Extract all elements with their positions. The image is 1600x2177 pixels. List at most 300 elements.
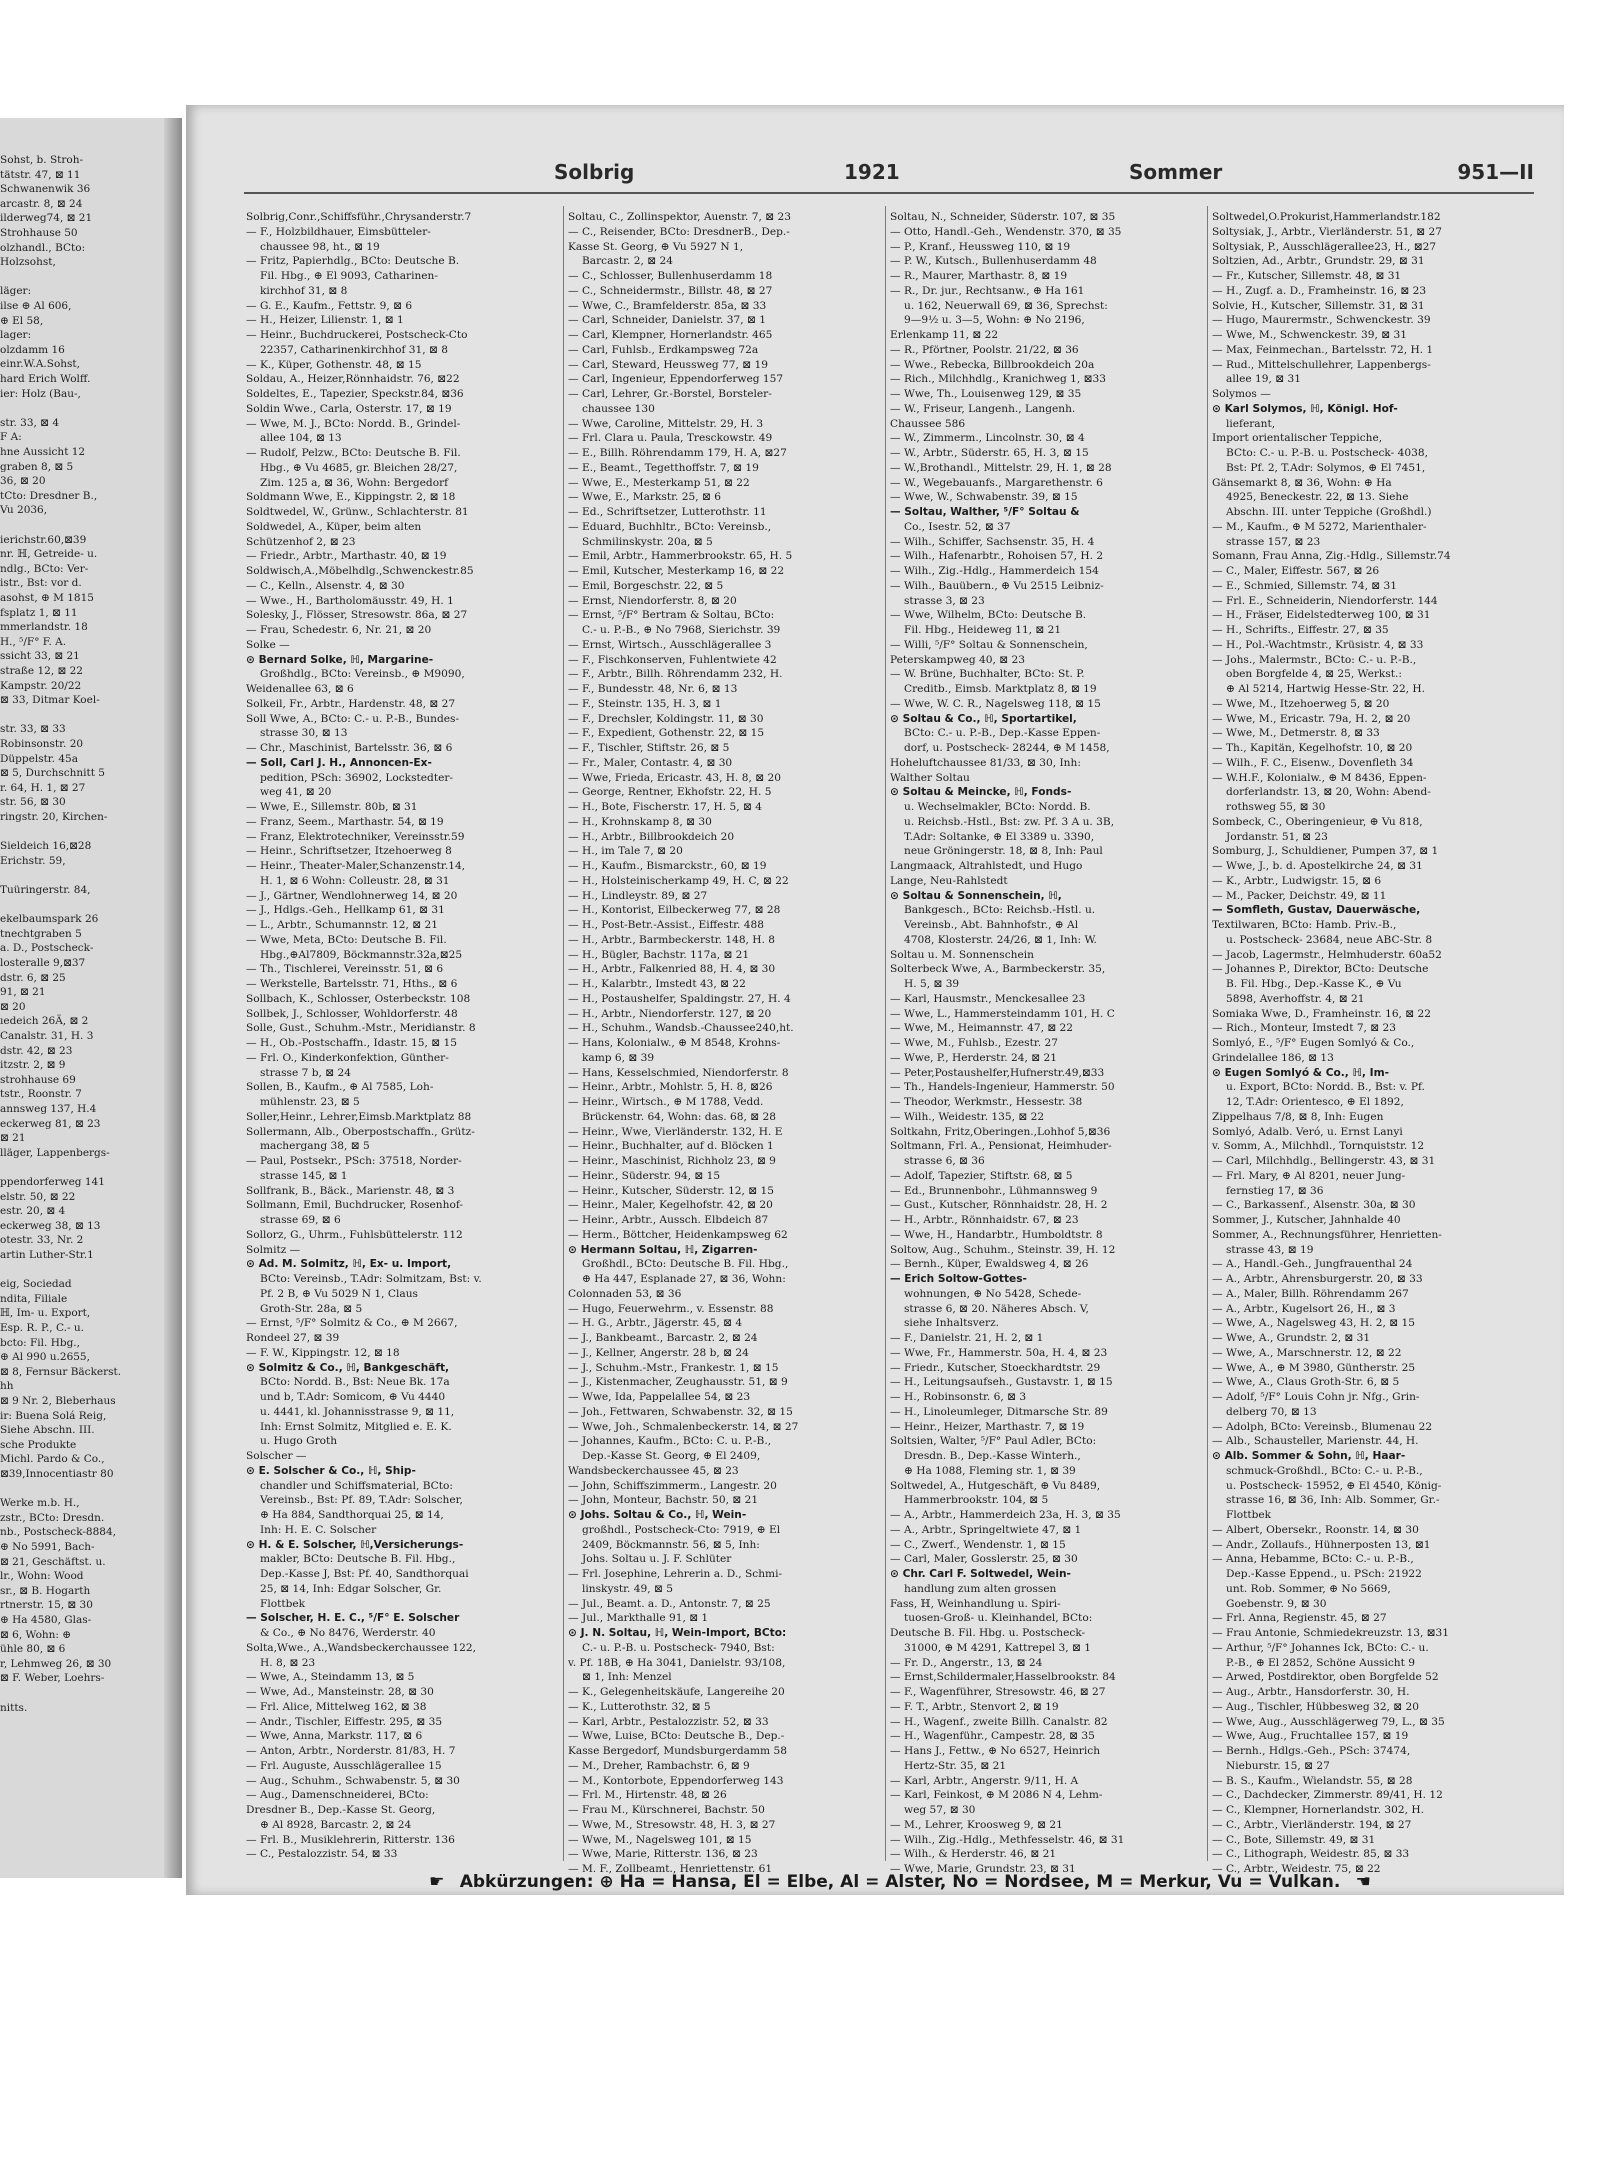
directory-entry-line: ⊙ Johs. Soltau & Co., ℍ, Wein-: [568, 1509, 747, 1521]
directory-entry-line: — Heinr., Arbtr., Mohlstr. 5, H. 8, ⊠26: [568, 1081, 773, 1094]
directory-entry-line: ⊕ Ha 447, Esplanade 27, ⊠ 36, Wohn:: [582, 1273, 786, 1285]
directory-entry-line: — Wwe, W. C. R., Nagelsweg 118, ⊠ 15: [890, 697, 1101, 710]
directory-entry-line: — Ernst, Wirtsch., Ausschlägerallee 3: [568, 638, 772, 651]
directory-entry-line: Textilwaren, BCto: Hamb. Priv.-B.,: [1212, 919, 1397, 931]
fragment-line: Holzsohst,: [0, 256, 56, 269]
directory-entry-line: — Wwe, L., Hammersteindamm 101, H. C: [890, 1007, 1115, 1020]
directory-entry-line: wohnungen, ⊕ No 5428, Schede-: [904, 1287, 1082, 1300]
directory-entry-line: — H., Krohnskamp 8, ⊠ 30: [568, 815, 712, 828]
directory-entry-line: ⊙ Alb. Sommer & Sohn, ℍ, Haar-: [1212, 1450, 1406, 1462]
directory-entry-line: — W., Zimmerm., Lincolnstr. 30, ⊠ 4: [890, 432, 1085, 445]
directory-entry-line: — Carl, Lehrer, Gr.-Borstel, Borsteler-: [568, 388, 772, 400]
directory-entry-line: — Somfleth, Gustav, Dauerwäsche,: [1212, 904, 1421, 917]
directory-entry-line: — Heinr., Arbtr., Aussch. Elbdeich 87: [568, 1214, 769, 1226]
directory-entry-line: — M., Kontorbote, Eppendorferweg 143: [568, 1774, 784, 1787]
directory-entry-line: tuosen-Groß- u. Kleinhandel, BCto:: [904, 1612, 1093, 1625]
directory-entry-line: — Frau M., Kürschnerei, Bachstr. 50: [568, 1804, 765, 1816]
directory-entry-line: Solymos —: [1212, 388, 1271, 400]
directory-entry-line: Solesky, J., Flösser, Stresowstr. 86a, ⊠ 27: [246, 609, 468, 622]
directory-entry-line: — H., Postaushelfer, Spaldingstr. 27, H. 4: [568, 992, 791, 1005]
fragment-line: olzhandl., BCto:: [0, 241, 86, 254]
directory-entry-line: Langmaack, Altrahlstedt, und Hugo: [890, 860, 1083, 872]
fragment-line: läger:: [0, 285, 32, 298]
directory-entry-line: — Ed., Schriftsetzer, Lutterothstr. 11: [568, 506, 767, 518]
directory-entry-line: chandler und Schiffsmaterial, BCto:: [260, 1479, 453, 1492]
directory-entry-line: Großhdl., BCto: Deutsche B. Fil. Hbg.,: [582, 1258, 789, 1271]
directory-entry-line: strasse 6, ⊠ 20. Näheres Absch. V,: [904, 1302, 1089, 1315]
directory-entry-line: Soltzien, Ad., Arbtr., Grundstr. 29, ⊠ 31: [1212, 255, 1425, 268]
directory-entry-line: Barcastr. 2, ⊠ 24: [582, 255, 673, 268]
fragment-line: ühle 80, ⊠ 6: [0, 1643, 66, 1656]
directory-entry-line: — J., Kistenmacher, Zeughausstr. 51, ⊠ 9: [568, 1376, 788, 1389]
directory-entry-line: Soldwedel, A., Küper, beim alten: [246, 520, 422, 533]
directory-entry-line: — M., Packer, Deichstr. 49, ⊠ 11: [1212, 889, 1387, 902]
directory-entry-line: — Gust., Kutscher, Rönnhaidstr. 28, H. 2: [890, 1199, 1108, 1212]
directory-entry-line: — Rudolf, Pelzw., BCto: Deutsche B. Fil.: [246, 447, 461, 459]
directory-entry-line: — Frl. Anna, Regienstr. 45, ⊠ 27: [1212, 1612, 1387, 1625]
directory-entry-line: — Wilh., Hafenarbtr., Rohoisen 57, H. 2: [890, 550, 1104, 563]
directory-entry-line: — Andr., Tischler, Eiffestr. 295, ⊠ 35: [246, 1715, 443, 1728]
directory-entry-line: — Frl. Clara u. Paula, Tresckowstr. 49: [568, 432, 773, 445]
directory-entry-line: Soltow, Aug., Schuhm., Steinstr. 39, H. 12: [890, 1243, 1116, 1256]
directory-entry-line: — Carl, Ingenieur, Eppendorferweg 157: [568, 373, 784, 386]
directory-entry-line: Co., Isestr. 52, ⊠ 37: [904, 520, 1011, 533]
fragment-line: lr., Wohn: Wood: [0, 1570, 84, 1583]
directory-entry-line: — Rich., Milchhdlg., Kranichweg 1, ⊠33: [890, 373, 1107, 386]
directory-entry-line: u. Reichsb.-Hstl., Bst: zw. Pf. 3 A u. 3B,: [904, 815, 1115, 828]
directory-entry-line: — R., Pförtner, Poolstr. 21/22, ⊠ 36: [890, 343, 1079, 356]
directory-entry-line: — Wwe, Marie, Ritterstr. 136, ⊠ 23: [568, 1848, 758, 1861]
fragment-line: Canalstr. 31, H. 3: [0, 1030, 94, 1042]
directory-entry-line: Weidenallee 63, ⊠ 6: [246, 683, 354, 695]
directory-entry-line: — H., Post-Betr.-Assist., Eiffestr. 488: [568, 919, 764, 931]
directory-entry-line: Soltwedel,O.Prokurist,Hammerlandstr.182: [1212, 211, 1441, 223]
directory-entry-line: 9—9½ u. 3—5, Wohn: ⊕ No 2196,: [904, 314, 1085, 327]
fragment-line: eckerweg 38, ⊠ 13: [0, 1219, 101, 1232]
directory-entry-line: — K., Arbtr., Ludwigstr. 15, ⊠ 6: [1212, 874, 1382, 887]
directory-entry-line: — H., Leitungsaufseh., Gustavstr. 1, ⊠ 15: [890, 1376, 1113, 1389]
directory-entry-line: oben Borgfelde 4, ⊠ 25, Werkst.:: [1226, 668, 1402, 681]
directory-entry-line: B. Fil. Hbg., Dep.-Kasse K., ⊕ Vu: [1226, 978, 1402, 990]
directory-entry-line: — Hans, Kesselschmied, Niendorferstr. 8: [568, 1066, 789, 1079]
fragment-line: mmerlandstr. 18: [0, 621, 88, 634]
directory-entry-line: Inh: H. E. C. Solscher: [260, 1523, 377, 1536]
directory-entry-line: — Peter,Postaushelfer,Hufnerstr.49,⊠33: [890, 1066, 1105, 1079]
directory-entry-line: — Emil, Kutscher, Mesterkamp 16, ⊠ 22: [568, 565, 785, 577]
directory-entry-line: strasse 69, ⊠ 6: [260, 1214, 341, 1226]
directory-entry-line: — A., Arbtr., Kugelsort 26, H., ⊠ 3: [1212, 1302, 1396, 1315]
directory-entry-line: — Theodor, Werkmstr., Hessestr. 38: [890, 1096, 1083, 1108]
directory-entry-line: — Heinr., Wwe, Vierländerstr. 132, H. E: [568, 1125, 783, 1138]
directory-entry-line: — H., Bügler, Bachstr. 117a, ⊠ 21: [568, 948, 750, 961]
directory-entry-line: — Fritz, Papierhdlg., BCto: Deutsche B.: [246, 255, 460, 268]
directory-entry-line: — J., Bankbeamt., Barcastr. 2, ⊠ 24: [568, 1332, 758, 1344]
directory-entry-line: Hertz-Str. 35, ⊠ 21: [904, 1759, 1007, 1772]
fragment-line: ⊕ Al 990 u.2655,: [0, 1351, 90, 1364]
directory-entry-line: — Emil, Borgeschstr. 22, ⊠ 5: [568, 579, 724, 592]
directory-entry-line: Hoheluftchaussee 81/33, ⊠ 30, Inh:: [890, 756, 1081, 769]
directory-entry-line: ⊙ H. & E. Solscher, ℍ,Versicherungs-: [246, 1538, 464, 1551]
directory-entry-line: — Wwe, Fr., Hammerstr. 50a, H. 4, ⊠ 23: [890, 1346, 1108, 1359]
directory-entry-line: — C., Klempner, Hornerlandstr. 302, H.: [1212, 1804, 1424, 1816]
directory-entry-line: — Jacob, Lagermstr., Helmhuderstr. 60a52: [1212, 948, 1442, 961]
directory-entry-line: v. Somm, A., Milchhdl., Tornquiststr. 12: [1212, 1140, 1425, 1153]
directory-entry-line: — Joh., Fettwaren, Schwabenstr. 32, ⊠ 15: [568, 1405, 793, 1418]
directory-entry-line: Schützenhof 2, ⊠ 23: [246, 535, 356, 548]
directory-entry-line: — Aug., Tischler, Hübbesweg 32, ⊠ 20: [1212, 1700, 1420, 1713]
fragment-line: graben 8, ⊠ 5: [0, 460, 74, 473]
directory-entry-line: Soltkahn, Fritz,Oberingen.,Lohhof 5,⊠36: [890, 1125, 1111, 1138]
fragment-line: a. D., Postscheck-: [0, 942, 94, 955]
directory-entry-line: — F. T., Arbtr., Stenvort 2, ⊠ 19: [890, 1700, 1059, 1713]
directory-entry-line: — Adolf, Tapezier, Stiftstr. 68, ⊠ 5: [890, 1169, 1073, 1182]
fragment-line: nr. ℍ, Getreide- u.: [0, 548, 98, 561]
directory-entry-line: strasse 30, ⊠ 13: [260, 727, 348, 740]
directory-entry-line: — Johs., Malermstr., BCto: C.- u. P.-B.,: [1212, 653, 1417, 666]
directory-entry-line: — C., Arbtr., Vierländerstr. 194, ⊠ 27: [1212, 1818, 1412, 1831]
column-divider: [885, 206, 886, 1861]
directory-entry-line: neue Gröningerstr. 18, ⊠ 8, Inh: Paul: [904, 845, 1103, 858]
directory-entry-line: — C., Schneidermstr., Billstr. 48, ⊠ 27: [568, 284, 773, 297]
directory-entry-line: — F., Drechsler, Koldingstr. 11, ⊠ 30: [568, 712, 764, 725]
directory-entry-line: Solmitz —: [246, 1243, 301, 1256]
fragment-line: ⊠ 20: [0, 1000, 26, 1013]
directory-column-4: [1212, 210, 1532, 1875]
fragment-line: nb., Postscheck-8884,: [0, 1526, 116, 1539]
fragment-line: H., ⁵/F° F. A.: [0, 635, 67, 648]
directory-entry-line: — Carl, Schneider, Danielstr. 37, ⊠ 1: [568, 314, 766, 327]
directory-entry-line: — Otto, Handl.-Geh., Wendenstr. 370, ⊠ 35: [890, 225, 1122, 238]
directory-entry-line: — Herm., Böttcher, Heidenkampsweg 62: [568, 1228, 788, 1241]
directory-entry-line: — Wwe, Aug., Ausschlägerweg 79, L., ⊠ 35: [1212, 1715, 1445, 1728]
directory-entry-line: u. Export, BCto: Nordd. B., Bst: v. Pf.: [1226, 1081, 1425, 1094]
directory-entry-line: Rondeel 27, ⊠ 39: [246, 1332, 340, 1344]
fragment-line: ekelbaumspark 26: [0, 913, 99, 926]
directory-entry-line: — A., Arbtr., Hammerdeich 23a, H. 3, ⊠ 35: [890, 1509, 1121, 1521]
directory-entry-line: — Johannes P., Direktor, BCto: Deutsche: [1212, 963, 1429, 976]
directory-entry-line: pedition, PSch: 36902, Lockstedter-: [260, 771, 453, 784]
directory-entry-line: — H., Holsteinischerkamp 49, H. C, ⊠ 22: [568, 874, 789, 887]
directory-entry-line: ⊙ Chr. Carl F. Soltwedel, Wein-: [890, 1568, 1071, 1580]
fragment-line: ilse ⊕ Al 606,: [0, 300, 72, 312]
directory-entry-line: — Carl, Steward, Heussweg 77, ⊠ 19: [568, 358, 768, 371]
directory-entry-line: Peterskampweg 40, ⊠ 23: [890, 653, 1025, 666]
fragment-line: ⊠39,Innocentiastr 80: [0, 1468, 114, 1480]
directory-entry-line: — Heinr., Theater-Maler,Schanzenstr.14,: [246, 860, 466, 872]
fragment-line: fsplatz 1, ⊠ 11: [0, 606, 78, 619]
directory-entry-line: — M., Lehrer, Kroosweg 9, ⊠ 21: [890, 1818, 1063, 1831]
directory-entry-line: Flottbek: [1226, 1509, 1272, 1521]
directory-entry-line: Sollorz, G., Uhrm., Fuhlsbüttelerstr. 112: [246, 1228, 463, 1241]
directory-entry-line: — W., Friseur, Langenh., Langenh.: [890, 402, 1076, 415]
directory-entry-line: — Andr., Zollaufs., Hühnerposten 13, ⊠1: [1212, 1538, 1431, 1551]
directory-entry-line: Vereinsb., Abt. Bahnhofstr., ⊕ Al: [904, 919, 1079, 931]
fragment-line: Sieldeich 16,⊠28: [0, 840, 92, 853]
directory-entry-line: — A., Arbtr., Springeltwiete 47, ⊠ 1: [890, 1523, 1082, 1536]
directory-entry-line: Flottbek: [260, 1597, 306, 1610]
directory-entry-line: — Wwe, A., Grundstr. 2, ⊠ 31: [1212, 1332, 1371, 1344]
directory-entry-line: strasse 6, ⊠ 36: [904, 1155, 985, 1167]
directory-entry-line: — Heinr., Buchdruckerei, Postscheck-Cto: [246, 329, 468, 341]
directory-entry-line: Bankgesch., BCto: Reichsb.-Hstl. u.: [904, 904, 1096, 917]
directory-entry-line: Hbg.,⊕Al7809, Böckmannstr.32a,⊠25: [260, 948, 463, 961]
directory-entry-line: Solscher —: [246, 1450, 307, 1462]
directory-entry-line: — W.H.F., Kolonialw., ⊕ M 8436, Eppen-: [1212, 771, 1427, 784]
directory-entry-line: Sombeck, C., Oberingenieur, ⊕ Vu 818,: [1212, 815, 1423, 828]
directory-entry-line: — Ernst, ⁵/F° Solmitz & Co., ⊕ M 2667,: [246, 1317, 458, 1330]
directory-entry-line: — J., Hdlgs.-Geh., Hellkamp 61, ⊠ 31: [246, 904, 445, 917]
directory-entry-line: 25, ⊠ 14, Inh: Edgar Solscher, Gr.: [260, 1582, 442, 1595]
directory-entry-line: Sollfrank, B., Bäck., Marienstr. 48, ⊠ 3: [246, 1184, 455, 1197]
directory-entry-line: — Wwe, P., Herderstr. 24, ⊠ 21: [890, 1051, 1057, 1064]
fragment-line: ierichstr.60,⊠39: [0, 533, 87, 546]
directory-entry-line: machergang 38, ⊠ 5: [260, 1140, 370, 1153]
directory-entry-line: — Hugo, Maurermstr., Schwenckestr. 39: [1212, 314, 1431, 327]
fragment-line: 36, ⊠ 20: [0, 475, 46, 488]
fragment-line: ⊠ 8, Fernsur Bäckerst.: [0, 1365, 122, 1378]
directory-entry-line: — Adolph, BCto: Vereinsb., Blumenau 22: [1212, 1420, 1433, 1433]
directory-entry-line: Vereinsb., Bst: Pf. 89, T.Adr: Solscher,: [260, 1494, 463, 1507]
directory-entry-line: — W., Arbtr., Süderstr. 65, H. 3, ⊠ 15: [890, 447, 1089, 459]
fragment-line: ilderweg74, ⊠ 21: [0, 212, 93, 225]
directory-entry-line: ⊙ Soltau & Sonnenschein, ℍ,: [890, 889, 1062, 902]
fragment-line: ⊕ Ha 4580, Glas-: [0, 1614, 92, 1626]
fragment-line: Werke m.b. H.,: [0, 1497, 80, 1510]
fragment-line: Vu 2036,: [0, 504, 48, 517]
directory-entry-line: — Wilh., Schiffer, Sachsenstr. 35, H. 4: [890, 535, 1095, 548]
directory-entry-line: u. Postscheck- 15952, ⊕ El 4540, König-: [1226, 1479, 1442, 1492]
running-head-name-right: Sommer: [1129, 160, 1223, 184]
directory-entry-line: — H., Pol.-Wachtmstr., Krüsistr. 4, ⊠ 33: [1212, 638, 1424, 651]
fragment-line: tnechtgraben 5: [0, 927, 82, 940]
directory-entry-line: Solkeil, Fr., Arbtr., Hardenstr. 48, ⊠ 27: [246, 697, 456, 710]
directory-entry-line: Gänsemarkt 8, ⊠ 36, Wohn: ⊕ Ha: [1212, 476, 1392, 489]
fragment-line: lläger, Lappenbergs-: [0, 1146, 110, 1159]
page-header: [244, 160, 1534, 190]
directory-entry-line: — Friedr., Kutscher, Stoeckhardtstr. 29: [890, 1361, 1101, 1374]
fragment-line: ℍ, Im- u. Export,: [0, 1307, 91, 1320]
directory-entry-line: ⊠ 1, Inh: Menzel: [582, 1671, 672, 1684]
fragment-line: tätstr. 47, ⊠ 11: [0, 168, 81, 181]
directory-entry-line: — Carl, Milchhdlg., Bellingerstr. 43, ⊠ 31: [1212, 1155, 1436, 1167]
directory-entry-line: Somiaka Wwe, D., Framheinstr. 16, ⊠ 22: [1212, 1007, 1432, 1020]
directory-entry-line: — Hans, Kolonialw., ⊕ M 8548, Krohns-: [568, 1037, 781, 1049]
directory-entry-line: Goebenstr. 9, ⊠ 30: [1226, 1597, 1327, 1610]
directory-entry-line: ⊕ Ha 1088, Fleming str. 1, ⊠ 39: [904, 1464, 1076, 1477]
directory-entry-line: — Werkstelle, Bartelsstr. 71, Hths., ⊠ 6: [246, 978, 458, 990]
directory-entry-line: — Frl. Alice, Mittelweg 162, ⊠ 38: [246, 1700, 427, 1713]
directory-entry-line: — H., Schuhm., Wandsb.-Chaussee240,ht.: [568, 1022, 794, 1035]
directory-entry-line: Solle, Gust., Schuhm.-Mstr., Meridianstr. 8: [246, 1022, 476, 1035]
directory-entry-line: BCto: C.- u. P.-B. u. Postscheck- 4038,: [1226, 447, 1428, 459]
fragment-line: straße 12, ⊠ 22: [0, 665, 83, 677]
directory-entry-line: Sollen, B., Kaufm., ⊕ Al 7585, Loh-: [246, 1081, 434, 1094]
directory-entry-line: — H., Robinsonstr. 6, ⊠ 3: [890, 1391, 1027, 1403]
directory-entry-line: — M., Kaufm., ⊕ M 5272, Marienthaler-: [1212, 520, 1427, 533]
directory-entry-line: P.-B., ⊕ El 2852, Schöne Aussicht 9: [1226, 1656, 1415, 1669]
directory-entry-line: — Erich Soltow-Gottes-: [890, 1273, 1027, 1285]
directory-entry-line: — Arwed, Postdirektor, oben Borgfelde 52: [1212, 1671, 1439, 1684]
directory-entry-line: 5898, Averhoffstr. 4, ⊠ 21: [1226, 992, 1365, 1005]
directory-entry-line: — M., Dreher, Rambachstr. 6, ⊠ 9: [568, 1759, 750, 1772]
directory-entry-line: Fass, ℍ, Weinhandlung u. Spiri-: [890, 1597, 1061, 1610]
directory-entry-line: — C., Maler, Eiffestr. 567, ⊠ 26: [1212, 565, 1380, 577]
directory-entry-line: — C., Barkassenf., Alsenstr. 30a, ⊠ 30: [1212, 1199, 1416, 1212]
fragment-line: strohhause 69: [0, 1073, 76, 1086]
fragment-line: ringstr. 20, Kirchen-: [0, 811, 108, 823]
directory-entry-line: — Th., Tischlerei, Vereinsstr. 51, ⊠ 6: [246, 963, 444, 976]
fragment-line: annsweg 137, H.4: [0, 1103, 97, 1115]
directory-entry-line: strasse 157, ⊠ 23: [1226, 535, 1321, 548]
directory-entry-line: H. 1, ⊠ 6 Wohn: Colleustr. 28, ⊠ 31: [260, 874, 450, 887]
directory-entry-line: — H., Arbtr., Billbrookdeich 20: [568, 830, 735, 843]
directory-entry-line: — Frau Antonie, Schmiedekreuzstr. 13, ⊠31: [1212, 1627, 1450, 1639]
directory-entry-line: — Anna, Hebamme, BCto: C.- u. P.-B.,: [1212, 1553, 1414, 1566]
directory-entry-line: fernstieg 17, ⊠ 36: [1226, 1184, 1324, 1197]
fragment-line: hh: [0, 1380, 14, 1393]
directory-entry-line: — Karl, Feinkost, ⊕ M 2086 N 4, Lehm-: [890, 1789, 1103, 1802]
fragment-line: Tuüringerstr. 84,: [0, 884, 91, 896]
directory-entry-line: — Wilh., F. C., Eisenw., Dovenfleth 34: [1212, 756, 1414, 769]
directory-entry-line: — Frl. O., Kinderkonfektion, Günther-: [246, 1051, 449, 1064]
directory-entry-line: ⊙ Ad. M. Solmitz, ℍ, Ex- u. Import,: [246, 1258, 452, 1271]
directory-entry-line: — H., Kaufm., Bismarckstr., 60, ⊠ 19: [568, 860, 767, 872]
directory-entry-line: — Ernst,Schildermaler,Hasselbrookstr. 84: [890, 1671, 1116, 1684]
directory-entry-line: makler, BCto: Deutsche B. Fil. Hbg.,: [260, 1553, 456, 1566]
fragment-line: Esp. R. P., C.- u.: [0, 1322, 84, 1334]
directory-entry-line: Erlenkamp 11, ⊠ 22: [890, 329, 999, 341]
directory-entry-line: — Heinr., Maler, Kegelhofstr. 42, ⊠ 20: [568, 1199, 773, 1212]
directory-entry-line: rothsweg 55, ⊠ 30: [1226, 801, 1326, 813]
fragment-line: r. 64, H. 1, ⊠ 27: [0, 781, 86, 794]
directory-entry-line: ⊙ Karl Solymos, ℍ, Königl. Hof-: [1212, 402, 1398, 415]
directory-entry-line: — C., Zwerf., Wendenstr. 1, ⊠ 15: [890, 1538, 1066, 1551]
directory-entry-line: — L., Arbtr., Schumannstr. 12, ⊠ 21: [246, 919, 438, 931]
directory-entry-line: — Bernh., Küper, Ewaldsweg 4, ⊠ 26: [890, 1258, 1089, 1271]
directory-entry-line: — Wwe, Ad., Mansteinstr. 28, ⊠ 30: [246, 1686, 434, 1698]
column-divider: [1207, 206, 1208, 1861]
page-gutter-shadow: [164, 118, 182, 1878]
directory-entry-line: Sollbek, J., Schlosser, Wohldorferstr. 48: [246, 1007, 458, 1020]
directory-entry-line: — W., Wegebauanfs., Margarethenstr. 6: [890, 476, 1103, 489]
directory-entry-line: 4925, Beneckestr. 22, ⊠ 13. Siehe: [1226, 491, 1409, 504]
directory-entry-line: allee 104, ⊠ 13: [260, 432, 342, 445]
fragment-line: hne Aussicht 12: [0, 446, 86, 458]
directory-entry-line: Dep.-Kasse St. Georg, ⊕ El 2409,: [582, 1450, 761, 1462]
directory-entry-line: — G. E., Kaufm., Fettstr. 9, ⊠ 6: [246, 299, 413, 312]
directory-entry-line: Nieburstr. 15, ⊠ 27: [1226, 1759, 1330, 1772]
fragment-line: tstr., Roonstr. 7: [0, 1088, 82, 1101]
fragment-line: ıedeich 26Ä, ⊠ 2: [0, 1015, 89, 1028]
directory-entry-line: — H., Arbtr., Niendorferstr. 127, ⊠ 20: [568, 1007, 772, 1020]
directory-column-2: [568, 210, 888, 1875]
directory-entry-line: schmuck-Großhdl., BCto: C.- u. P.-B.,: [1226, 1464, 1423, 1477]
directory-entry-line: — Wwe, Marie, Grundstr. 23, ⊠ 31: [890, 1863, 1076, 1875]
directory-entry-line: Dresdner B., Dep.-Kasse St. Georg,: [246, 1804, 436, 1816]
directory-entry-line: Soldtwedel, W., Grünw., Schlachterstr. 81: [246, 506, 469, 518]
directory-entry-line: Sommer, J., Kutscher, Jahnhalde 40: [1212, 1214, 1401, 1226]
fragment-line: Siehe Abschn. III.: [0, 1424, 95, 1437]
directory-entry-line: — Frl. E., Schneiderin, Niendorferstr. 144: [1212, 594, 1438, 607]
directory-entry-line: strasse 16, ⊠ 36, Inh: Alb. Sommer, Gr.-: [1226, 1494, 1440, 1507]
directory-entry-line: dorf, u. Postscheck- 28244, ⊕ M 1458,: [904, 742, 1110, 754]
directory-entry-line: Soltsien, Walter, ⁵/F° Paul Adler, BCto:: [890, 1435, 1097, 1448]
directory-entry-line: — H., Ob.-Postschaffn., Idastr. 15, ⊠ 15: [246, 1037, 457, 1049]
directory-entry-line: 31000, ⊕ M 4291, Kattrepel 3, ⊠ 1: [904, 1641, 1091, 1654]
directory-entry-line: — F., Holzbildhauer, Eimsbütteler-: [246, 225, 431, 238]
directory-entry-line: — Arthur, ⁵/F° Johannes Ick, BCto: C.- u.: [1212, 1641, 1429, 1654]
abbreviations-footer: [250, 1872, 1550, 1902]
directory-entry-line: allee 19, ⊠ 31: [1226, 373, 1301, 386]
directory-entry-line: — H., Lindleystr. 89, ⊠ 27: [568, 889, 708, 902]
directory-entry-line: — John, Monteur, Bachstr. 50, ⊠ 21: [568, 1494, 759, 1507]
directory-entry-line: — Wwe, A., Steindamm 13, ⊠ 5: [246, 1671, 415, 1684]
directory-entry-line: 2409, Böckmannstr. 56, ⊠ 5, Inh:: [582, 1538, 760, 1551]
directory-entry-line: — H., Fräser, Eidelstedterweg 100, ⊠ 31: [1212, 609, 1431, 622]
directory-entry-line: ⊙ Soltau & Co., ℍ, Sportartikel,: [890, 712, 1077, 725]
directory-entry-line: Kasse Bergedorf, Mundsburgerdamm 58: [568, 1745, 787, 1757]
directory-entry-line: — W.,Brothandl., Mittelstr. 29, H. 1, ⊠ 28: [890, 461, 1112, 474]
directory-entry-line: BCto: Vereinsb., T.Adr: Solmitzam, Bst: v.: [260, 1273, 482, 1285]
directory-entry-line: Solvie, H., Kutscher, Sillemstr. 31, ⊠ 31: [1212, 299, 1425, 312]
directory-entry-line: Soltwedel, A., Hutgeschäft, ⊕ Vu 8489,: [890, 1479, 1101, 1492]
directory-entry-line: — Johannes, Kaufm., BCto: C. u. P.-B.,: [568, 1435, 772, 1448]
directory-entry-line: Solterbeck Wwe, A., Barmbeckerstr. 35,: [890, 963, 1106, 976]
fragment-line: ndita, Filiale: [0, 1292, 68, 1305]
directory-entry-line: — A., Arbtr., Ahrensburgerstr. 20, ⊠ 33: [1212, 1273, 1423, 1285]
directory-entry-line: — Fr., Maler, Contastr. 4, ⊠ 30: [568, 756, 733, 769]
directory-entry-line: — Wwe, M., Fuhlsb., Ezestr. 27: [890, 1037, 1058, 1049]
directory-entry-line: — Wilh., & Herderstr. 46, ⊠ 21: [890, 1848, 1057, 1861]
directory-entry-line: — K., Gelegenheitskäufe, Langereihe 20: [568, 1686, 785, 1698]
directory-entry-line: — H., Bote, Fischerstr. 17, H. 5, ⊠ 4: [568, 801, 762, 813]
directory-entry-line: Chaussee 586: [890, 417, 966, 430]
directory-entry-line: — F., Tischler, Stiftstr. 26, ⊠ 5: [568, 742, 730, 754]
directory-entry-line: — H., Wagenführ., Campestr. 28, ⊠ 35: [890, 1730, 1095, 1743]
directory-entry-line: — Wwe, M., Ericastr. 79a, H. 2, ⊠ 20: [1212, 712, 1411, 725]
directory-entry-line: BCto: C.- u. P.-B., Dep.-Kasse Eppen-: [904, 727, 1101, 740]
directory-entry-line: — Frl. Mary, ⊕ Al 8201, neuer Jung-: [1212, 1169, 1406, 1182]
directory-entry-line: chaussee 130: [582, 402, 655, 415]
directory-entry-line: — H. G., Arbtr., Jägerstr. 45, ⊠ 4: [568, 1317, 743, 1330]
directory-entry-line: — H., Arbtr., Falkenried 88, H. 4, ⊠ 30: [568, 963, 776, 976]
directory-entry-line: strasse 145, ⊠ 1: [260, 1169, 348, 1182]
directory-entry-line: Pf. 2 B, ⊕ Vu 5029 N 1, Claus: [260, 1287, 418, 1300]
fragment-line: str. 33, ⊠ 4: [0, 416, 60, 429]
directory-entry-line: — Karl, Arbtr., Angerstr. 9/11, H. A: [890, 1774, 1079, 1787]
directory-entry-line: — C., Arbtr., Weidestr. 75, ⊠ 22: [1212, 1863, 1381, 1875]
directory-entry-line: — Wwe, W., Schwabenstr. 39, ⊠ 15: [890, 491, 1078, 504]
directory-entry-line: — J., Kellner, Angerstr. 28 b, ⊠ 24: [568, 1346, 749, 1359]
fragment-line: ⊠ 9 Nr. 2, Bleberhaus: [0, 1395, 116, 1407]
directory-entry-line: — W. Brüne, Buchhalter, BCto: St. P.: [890, 668, 1085, 681]
directory-entry-line: C.- u. P.-B., ⊕ No 7968, Sierichstr. 39: [582, 624, 781, 636]
directory-entry-line: Solbrig,Conr.,Schiffsführ.,Chrysanderstr.7: [246, 211, 472, 223]
directory-entry-line: — Carl, Maler, Gosslerstr. 25, ⊠ 30: [890, 1553, 1078, 1566]
directory-entry-line: — F., Wagenführer, Stresowstr. 46, ⊠ 27: [890, 1686, 1106, 1698]
fragment-line: Robinsonstr. 20: [0, 738, 84, 750]
directory-entry-line: — Wwe, Joh., Schmalenbeckerstr. 14, ⊠ 27: [568, 1420, 799, 1433]
directory-entry-line: Import orientalischer Teppiche,: [1212, 432, 1383, 445]
directory-entry-line: — Wwe, Aug., Fruchtallee 157, ⊠ 19: [1212, 1730, 1409, 1743]
fragment-line: bcto: Fil. Hbg.,: [0, 1336, 80, 1349]
directory-entry-line: u. 162, Neuerwall 69, ⊠ 36, Sprechst:: [904, 299, 1108, 312]
fragment-line: Strohhause 50: [0, 227, 78, 239]
directory-entry-line: Somlyó, E., ⁵/F° Eugen Somlyó & Co.,: [1212, 1037, 1415, 1049]
directory-entry-line: 22357, Catharinenkirchhof 31, ⊠ 8: [260, 343, 448, 356]
directory-entry-line: Soltysiak, P., Ausschlägerallee23, H., ⊠27: [1212, 240, 1437, 253]
fragment-line: dstr. 42, ⊠ 23: [0, 1044, 73, 1057]
